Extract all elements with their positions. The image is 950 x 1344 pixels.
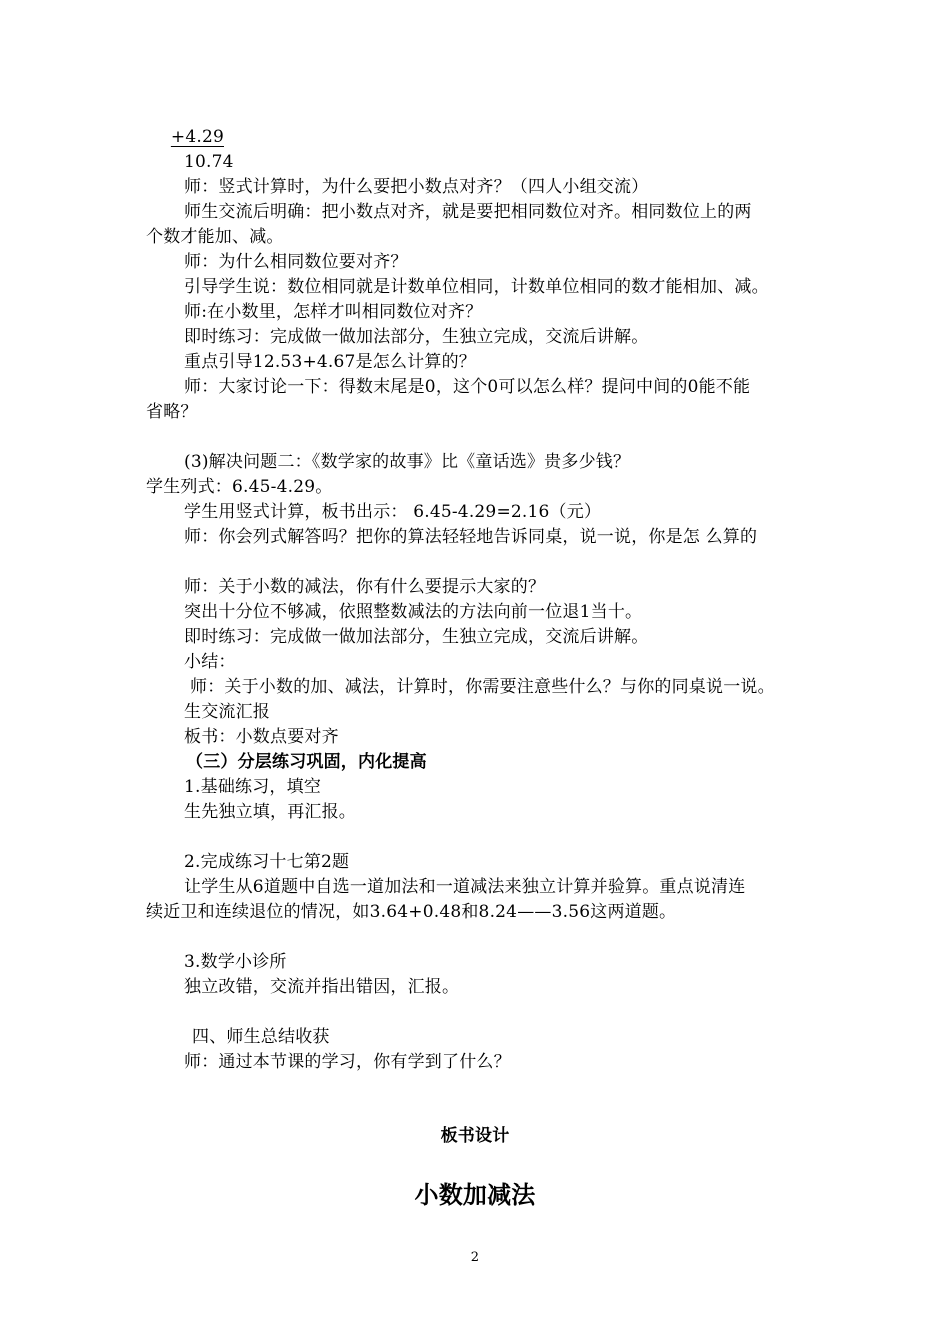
paragraph-line: 省略？ [146,402,198,422]
paragraph-line: 即时练习：完成做一做加法部分，生独立完成，交流后讲解。 [184,327,649,347]
paragraph-line: 师：竖式计算时，为什么要把小数点对齐？（四人小组交流） [184,177,649,197]
paragraph-line: 师：关于小数的加、减法，计算时，你需要注意些什么？与你的同桌说一说。 [190,677,775,697]
paragraph-line: 师：通过本节课的学习，你有学到了什么？ [184,1052,511,1072]
paragraph-line: 板书：小数点要对齐 [184,727,339,747]
paragraph-line: 独立改错，交流并指出错因，汇报。 [184,977,460,997]
paragraph-line: 突出十分位不够减，依照整数减法的方法向前一位退1当十。 [184,602,643,622]
paragraph-line: 让学生从6道题中自选一道加法和一道减法来独立计算并验算。重点说清连 [184,877,746,897]
paragraph-line: 2.完成练习十七第2题 [184,852,350,872]
paragraph-line: 引导学生说：数位相同就是计数单位相同，计数单位相同的数才能相加、减。 [184,277,769,297]
board-design-title: 板书设计 [440,1126,510,1146]
paragraph-line: 重点引导12.53+4.67是怎么计算的？ [184,352,476,372]
vertical-calc-addend: +4.29 [170,127,224,147]
paragraph-line: (3)解决问题二：《数学家的故事》比《童话选》贵多少钱？ [184,452,631,472]
vertical-calc-result: 10.74 [184,152,234,172]
paragraph-line: 1.基础练习，填空 [184,777,322,797]
paragraph-line: 即时练习：完成做一做加法部分，生独立完成，交流后讲解。 [184,627,649,647]
paragraph-line: 师：为什么相同数位要对齐？ [184,252,408,272]
paragraph-line: 师：你会列式解答吗？把你的算法轻轻地告诉同桌，说一说，你是怎 么算的 [184,527,758,547]
paragraph-line: 师：关于小数的减法，你有什么要提示大家的？ [184,577,546,597]
paragraph-line: 生先独立填，再汇报。 [184,802,356,822]
page-number: 2 [470,1250,480,1265]
paragraph-line: 小结： [184,652,236,672]
paragraph-line: 师生交流后明确：把小数点对齐，就是要把相同数位对齐。相同数位上的两 [184,202,752,222]
paragraph-line: 生交流汇报 [184,702,270,722]
paragraph-line: 学生用竖式计算，板书出示： 6.45-4.29=2.16（元） [184,502,602,522]
paragraph-line: 3.数学小诊所 [184,952,287,972]
board-main-title: 小数加减法 [414,1181,536,1209]
paragraph-line: 个数才能加、减。 [146,227,284,247]
paragraph-line: 师：大家讨论一下：得数末尾是0，这个0可以怎么样？提问中间的0能不能 [184,377,751,397]
section-heading: （三）分层练习巩固，内化提高 [186,752,427,772]
section-heading: 四、师生总结收获 [192,1027,330,1047]
paragraph-line: 师:在小数里，怎样才叫相同数位对齐？ [184,302,483,322]
paragraph-line: 续近卫和连续退位的情况，如3.64+0.48和8.24——3.56这两道题。 [146,902,677,922]
paragraph-line: 学生列式：6.45-4.29。 [146,477,333,497]
